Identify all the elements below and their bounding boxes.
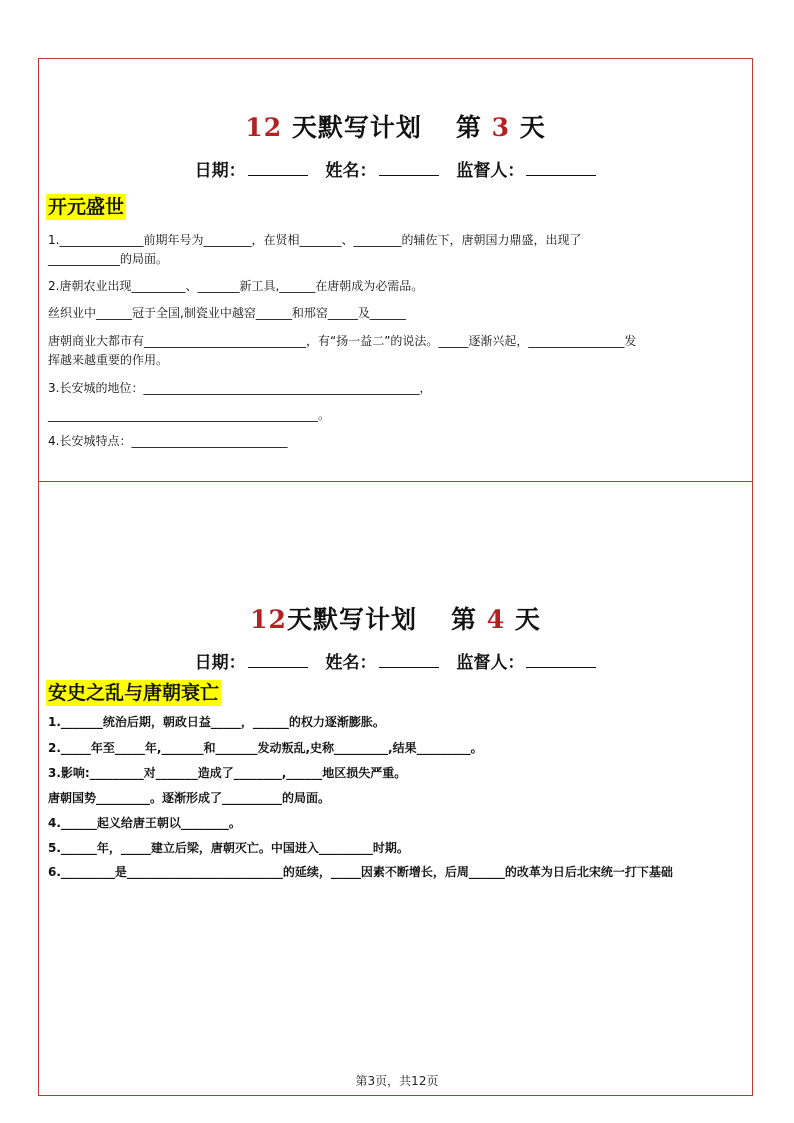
day3-name-field[interactable]: [379, 161, 439, 176]
day4-name-field[interactable]: [379, 653, 439, 668]
day4-line: 6._________是__________________________的延续，_____因素不断增长，后周______的改革为日后北宋统一打下基础: [48, 865, 673, 879]
day3-line: 3.长安城的地位：______________________________________________，: [48, 381, 432, 395]
page-border: [38, 58, 753, 1096]
day4-name-label: 姓名：: [325, 653, 377, 673]
day4-line: 5.______年，_____建立后梁，唐朝灭亡。中国进入_________时期。: [48, 841, 409, 855]
day4-title-day-suffix: 天: [514, 605, 541, 634]
day3-line: 2.唐朝农业出现_________、_______新工具,______在唐朝成为必需品。: [48, 279, 424, 293]
day3-meta-row: [38, 156, 753, 181]
day3-date-label: 日期：: [194, 161, 246, 181]
section-divider: [38, 481, 753, 482]
day3-title-day-number: 3: [491, 113, 510, 142]
day4-title-day-word: 第: [450, 605, 477, 634]
day3-line: 丝织业中______冠于全国,制瓷业中越窑______和邢窑_____及______: [48, 306, 406, 320]
day4-supervisor-label: 监督人：: [456, 653, 525, 673]
day4-supervisor-field[interactable]: [526, 653, 596, 668]
day3-line: 唐朝商业大都市有___________________________，有“扬一益二”的说法。_____逐渐兴起，________________发: [48, 334, 637, 348]
day4-line: 唐朝国势_________。逐渐形成了__________的局面。: [48, 791, 331, 805]
day4-date-field[interactable]: [248, 653, 308, 668]
day3-section-heading: 开元盛世: [48, 196, 125, 218]
day3-line: _____________________________________________。: [48, 408, 331, 422]
day3-title-count: 12: [245, 113, 283, 142]
day4-title: [38, 600, 753, 636]
day3-supervisor-field[interactable]: [526, 161, 596, 176]
page-number: 第3页，共12页: [355, 1074, 439, 1088]
day3-line: 4.长安城特点：__________________________: [48, 434, 288, 448]
day3-title-day-word: 第: [455, 113, 482, 142]
day4-title-text: 天默写计划: [286, 605, 417, 634]
day4-line: 3.影响:_________对_______造成了________,______地区损失严重。: [48, 766, 407, 780]
day3-date-field[interactable]: [248, 161, 308, 176]
day4-date-label: 日期：: [194, 653, 246, 673]
day3-title-day-suffix: 天: [519, 113, 546, 142]
day3-line: ____________的局面。: [48, 252, 169, 266]
day3-title: [38, 108, 753, 144]
day4-line: 1._______统治后期，朝政日益_____，______的权力逐渐膨胀。: [48, 715, 385, 729]
day3-line: 挥越来越重要的作用。: [48, 353, 169, 367]
day4-meta-row: [38, 648, 753, 673]
day3-supervisor-label: 监督人：: [456, 161, 525, 181]
day3-line: 1.______________前期年号为________，在贤相_______、________的辅佐下，唐朝国力鼎盛，出现了: [48, 233, 582, 247]
day4-section-heading: 安史之乱与唐朝衰亡: [48, 682, 220, 704]
day4-line: 2._____年至_____年,_______和_______发动叛乱,史称_________,结果_________。: [48, 741, 483, 755]
day4-title-count: 12: [250, 605, 287, 634]
day4-line: 4.______起义给唐王朝以________。: [48, 816, 241, 830]
day4-title-day-number: 4: [486, 605, 506, 634]
day3-title-text: 天默写计划: [291, 113, 422, 142]
day3-name-label: 姓名：: [325, 161, 377, 181]
